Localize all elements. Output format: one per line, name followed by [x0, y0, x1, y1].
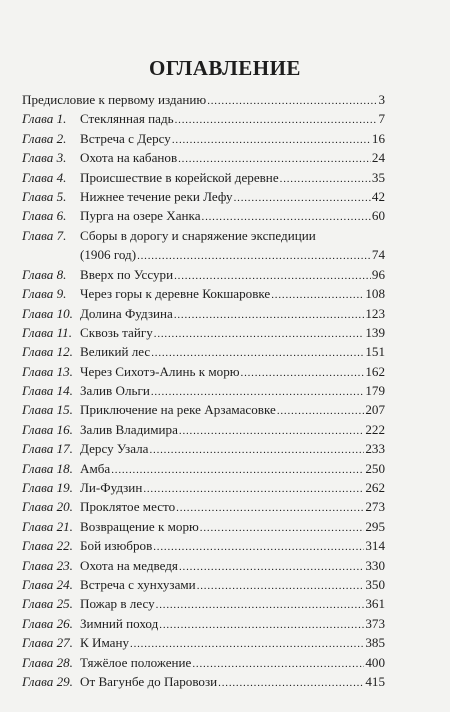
chapter-title: Дерсу Узала: [80, 441, 149, 457]
page-number: 3: [378, 92, 385, 107]
chapter-title: Нижнее течение реки Лефу: [80, 188, 233, 204]
page-number: 123: [365, 305, 385, 321]
dot-leader: [218, 674, 364, 693]
page-number: 162: [365, 363, 385, 379]
chapter-title: Проклятое место: [80, 499, 176, 515]
chapter-number: Глава 18.: [22, 460, 73, 476]
page-number: 415: [365, 673, 385, 689]
page-number: 151: [365, 344, 385, 360]
chapter-number: Глава 6.: [22, 208, 67, 224]
chapter-title: Сборы в дорогу и снаряжение экспедиции: [80, 227, 316, 243]
chapter-title-continued: (1906 год): [80, 247, 137, 263]
toc-entry: [22, 304, 385, 323]
chapter-title: Охота на кабанов: [80, 150, 178, 166]
chapter-number: Глава 23.: [22, 557, 73, 573]
toc-entry: [22, 187, 385, 206]
page-number: 295: [365, 518, 385, 534]
table-of-contents: [22, 90, 385, 691]
chapter-number: Глава 29.: [22, 673, 73, 689]
page-number: 350: [365, 576, 385, 592]
chapter-number: Глава 9.: [22, 286, 67, 302]
chapter-title: Через горы к деревне Кокшаровке: [80, 286, 271, 302]
page-number: 60: [371, 208, 385, 224]
toc-entry: [22, 575, 385, 594]
chapter-title: Залив Владимира: [80, 421, 178, 437]
toc-entry: [22, 362, 385, 381]
page-number: 179: [365, 383, 385, 399]
page-number: 385: [365, 635, 385, 651]
dot-leader: [137, 247, 371, 266]
page-number: 262: [365, 480, 385, 496]
chapter-number: Глава 12.: [22, 344, 73, 360]
toc-entry: [22, 420, 385, 439]
page-number: 35: [371, 169, 385, 185]
toc-entry-preface: [22, 90, 385, 109]
chapter-title: Встреча с хунхузами: [80, 576, 196, 592]
toc-entry: [22, 168, 385, 187]
chapter-title: Возвращение к морю: [80, 518, 199, 534]
page-number: 222: [365, 421, 385, 437]
chapter-title: Сквозь тайгу: [80, 324, 153, 340]
chapter-number: Глава 20.: [22, 499, 73, 515]
toc-entry: [22, 439, 385, 458]
toc-entry: [22, 284, 385, 303]
toc-entry: [22, 633, 385, 652]
chapter-title: Залив Ольги: [80, 383, 150, 399]
page-number: 42: [371, 188, 385, 204]
chapter-number: Глава 16.: [22, 421, 73, 437]
chapter-number: Глава 25.: [22, 596, 73, 612]
toc-entry: [22, 556, 385, 575]
page-number: 16: [371, 130, 385, 146]
chapter-number: Глава 4.: [22, 169, 67, 185]
page-number: 233: [365, 441, 385, 457]
chapter-title: Бой изюбров: [80, 538, 153, 554]
page-number: 139: [365, 324, 385, 340]
toc-entry: [22, 129, 385, 148]
chapter-title: Амба: [80, 460, 111, 476]
chapter-number: Глава 26.: [22, 615, 73, 631]
chapter-number: Глава 17.: [22, 441, 73, 457]
toc-entry: [22, 614, 385, 633]
chapter-number: Глава 1.: [22, 111, 67, 127]
page-number: 7: [378, 111, 385, 127]
toc-entry: [22, 226, 385, 265]
chapter-number: Глава 7.: [22, 227, 67, 243]
toc-entry: [22, 381, 385, 400]
toc-entry: [22, 400, 385, 419]
chapter-title: Встреча с Дерсу: [80, 130, 171, 146]
toc-entry: [22, 536, 385, 555]
page-number: 96: [371, 266, 385, 282]
page-number: 314: [365, 538, 385, 554]
toc-entry: [22, 148, 385, 167]
toc-entry: [22, 342, 385, 361]
chapter-title: Охота на медведя: [80, 557, 178, 573]
chapter-title: Долина Фудзина: [80, 305, 173, 321]
toc-entry: [22, 459, 385, 478]
chapter-number: Глава 27.: [22, 635, 73, 651]
page-number: 250: [365, 460, 385, 476]
chapter-title: Через Сихотэ-Алинь к морю: [80, 363, 240, 379]
chapter-number: Глава 5.: [22, 188, 67, 204]
toc-entry: [22, 497, 385, 516]
toc-entry: [22, 517, 385, 536]
chapter-title: Ли-Фудзин: [80, 480, 143, 496]
toc-entry: [22, 265, 385, 284]
chapter-title: Тяжёлое положение: [80, 654, 192, 670]
chapter-number: Глава 28.: [22, 654, 73, 670]
chapter-list: [22, 109, 385, 691]
page-number: 330: [365, 557, 385, 573]
toc-entry: [22, 323, 385, 342]
chapter-title: Пожар в лесу: [80, 596, 155, 612]
page-number: 373: [365, 615, 385, 631]
page-title: ОГЛАВЛЕНИЕ: [149, 56, 301, 80]
chapter-number: Глава 22.: [22, 538, 73, 554]
page-number: 74: [371, 247, 385, 263]
chapter-title: Великий лес: [80, 344, 151, 360]
chapter-title: Зимний поход: [80, 615, 159, 631]
chapter-number: Глава 19.: [22, 480, 73, 496]
toc-entry: [22, 206, 385, 225]
chapter-number: Глава 21.: [22, 518, 73, 534]
chapter-number: Глава 15.: [22, 402, 73, 418]
chapter-number: Глава 8.: [22, 266, 67, 282]
toc-entry: [22, 594, 385, 613]
chapter-title: Стеклянная падь: [80, 111, 174, 127]
chapter-number: Глава 24.: [22, 576, 73, 592]
page-number: 273: [365, 499, 385, 515]
page-number: 24: [371, 150, 385, 166]
toc-entry: [22, 672, 385, 691]
toc-entry: [22, 653, 385, 672]
page-number: 207: [365, 402, 385, 418]
page-number: 108: [365, 286, 385, 302]
page-number: 400: [365, 654, 385, 670]
toc-entry: [22, 109, 385, 128]
chapter-title: К Иману: [80, 635, 130, 651]
chapter-number: Глава 3.: [22, 150, 67, 166]
chapter-number: Глава 14.: [22, 383, 73, 399]
preface-title: Предисловие к первому изданию: [22, 92, 207, 107]
chapter-title: Приключение на реке Арзамасовке: [80, 402, 276, 418]
chapter-number: Глава 13.: [22, 363, 73, 379]
toc-entry: [22, 478, 385, 497]
chapter-number: Глава 10.: [22, 305, 73, 321]
chapter-number: Глава 2.: [22, 130, 67, 146]
chapter-title: Вверх по Уссури: [80, 266, 174, 282]
chapter-title: Пурга на озере Ханка: [80, 208, 201, 224]
chapter-title: От Вагунбе до Паровози: [80, 673, 218, 689]
chapter-number: Глава 11.: [22, 324, 72, 340]
chapter-title: Происшествие в корейской деревне: [80, 169, 279, 185]
page-number: 361: [365, 596, 385, 612]
